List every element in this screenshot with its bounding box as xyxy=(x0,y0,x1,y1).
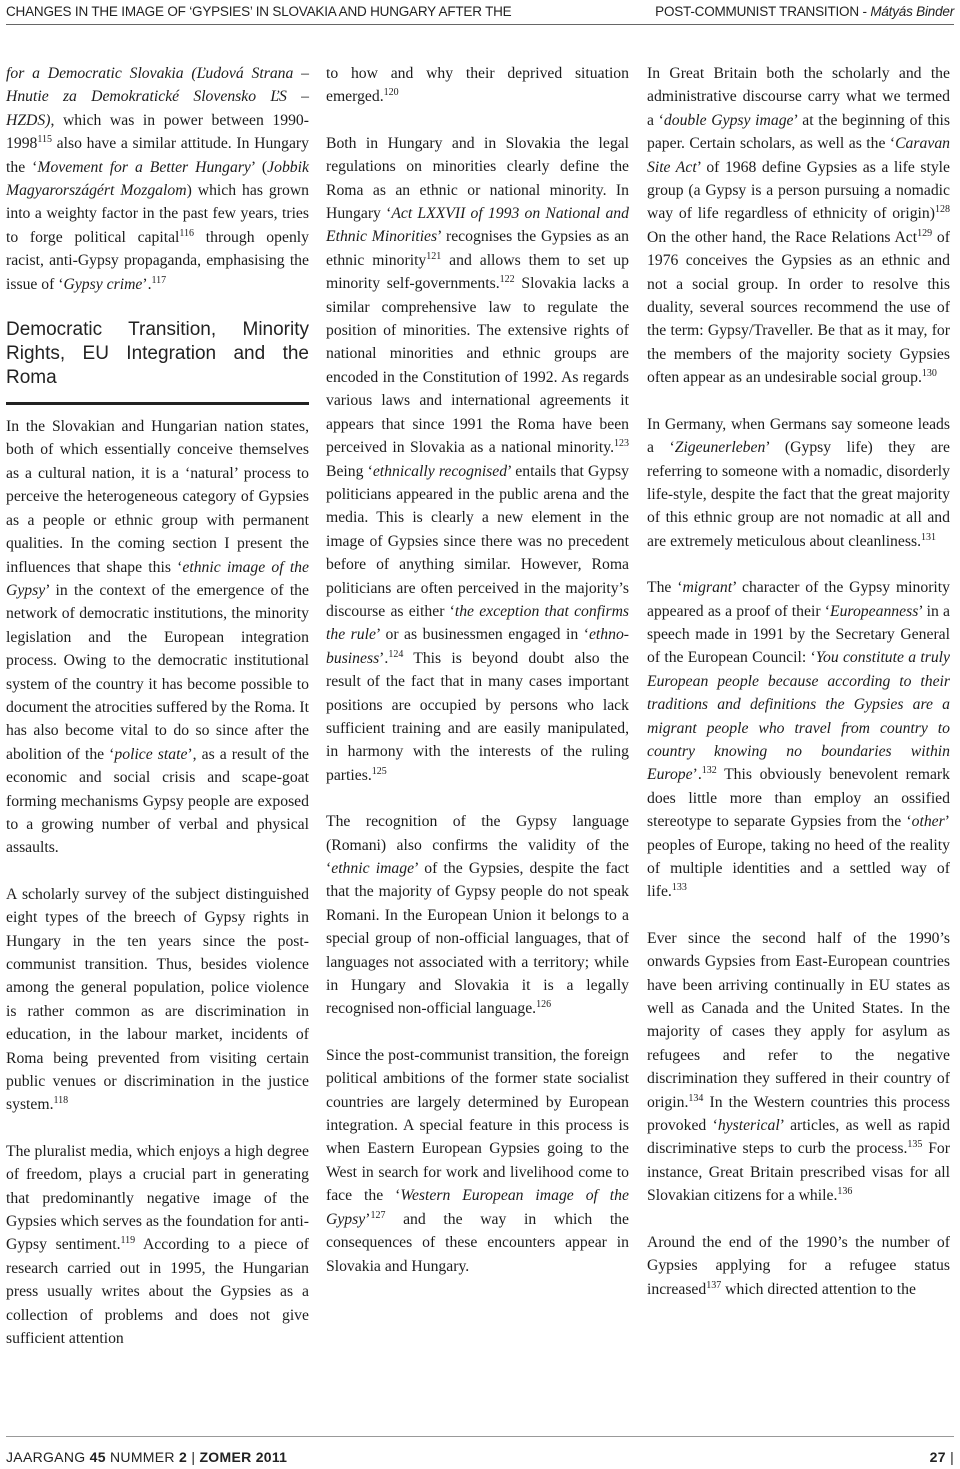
text: through openly racist, anti-Gypsy propaganda, emphasising the issue of ‘ xyxy=(6,228,309,293)
paragraph xyxy=(6,1140,309,1351)
italic-text: You constitute a truly European people because according to their traditions and definitions the Gypsies are a migrant people who travel from country to country knowing no boundaries within Europe xyxy=(647,649,950,784)
italic-text: Act LXXVII of 1993 on National and Ethnic Minorities xyxy=(326,205,629,246)
italic-text: Western European image of the Gypsy xyxy=(326,1187,629,1228)
footnote-ref: 133 xyxy=(671,882,687,894)
paragraph xyxy=(326,62,629,109)
volume-label: JAARGANG xyxy=(6,1449,86,1465)
text: ’ (Gypsy life) they are referring to someone with a nomadic, disorderly life-style, despite the fact that the great majority of this ethnic group are not nomadic at all and are extremely meticulous about cleanliness. xyxy=(647,439,950,550)
footnote-ref: 132 xyxy=(701,765,717,777)
text: Both in Hungary and in Slovakia the legal regulations on minorities clearly define the Roma as an ethnic or national minority. In Hungary ‘ xyxy=(326,134,629,223)
heading-line: Rights, EU Integration and the Roma xyxy=(6,343,309,389)
text: ’, as a result of the economic and social crisis and scape-goat forming mechanisms Gypsy people are exposed to a growing number of verbal and physical assaults. xyxy=(6,745,309,857)
text: A scholarly survey of the subject distinguished eight types of the breech of Gypsy rights in Hungary in the ten years since the post-communist transition. Thus, besides violence among the general population, police violence is rather common as are discrimination in education, in the labour market, incidents of Roma being prevented from visiting certain public venues or discrimination in the justice system. xyxy=(6,885,309,1114)
paragraph xyxy=(6,883,309,1117)
paragraph xyxy=(647,62,950,390)
italic-text: Caravan Site Act xyxy=(647,135,950,176)
footnote-ref: 131 xyxy=(921,531,936,543)
footnote-ref: 136 xyxy=(837,1186,853,1198)
footnote-ref: 134 xyxy=(688,1092,704,1104)
paragraph xyxy=(647,1231,950,1301)
text: ) which has grown into a weighty factor in the past few years, tries to forge political capital xyxy=(6,182,310,246)
text: Around the end of the 1990’s the number of Gypsies applying for a refugee status increased xyxy=(647,1233,950,1298)
paragraph xyxy=(647,927,950,1208)
issue-info xyxy=(6,1449,287,1465)
italic-text: Jobbik Magyarországért Mozgalom xyxy=(6,158,309,200)
text: ’. xyxy=(692,766,702,784)
text: The ‘ xyxy=(647,579,683,597)
italic-text: double Gypsy image xyxy=(663,111,794,129)
text: ’ ( xyxy=(250,158,268,176)
text: which directed attention to the xyxy=(721,1280,916,1298)
text: According to a piece of research carried out in 1995, the Hungarian press usually writes about the Gypsies as a collection of problems and does not give sufficient attention xyxy=(6,1236,310,1348)
text: In Great Britain both the scholarly and the administrative discourse carry what we termed a ‘ xyxy=(647,65,950,129)
italic-text: ethnic image of the Gypsy xyxy=(6,558,309,599)
section-heading xyxy=(6,318,309,390)
volume-number: 45 xyxy=(89,1449,106,1465)
running-footer xyxy=(6,1448,954,1466)
text: The pluralist media, which enjoys a high degree of freedom, plays a crucial part in generating that predominantly negative image of the Gypsies which serves as the foundation for anti-Gypsy sentiment. xyxy=(6,1142,309,1254)
footnote-ref: 137 xyxy=(706,1279,722,1291)
header-title: CHANGES IN THE IMAGE OF ‘GYPSIES’ IN SLOVAKIA AND HUNGARY AFTER THE xyxy=(6,3,512,19)
column-1 xyxy=(6,62,309,1351)
italic-text: Gypsy crime xyxy=(63,275,143,293)
italic-text: ethnic image xyxy=(331,860,415,877)
text: ’ at the beginning of this paper. Certain scholars, as well as the ‘ xyxy=(647,111,950,153)
paragraph xyxy=(326,132,629,787)
heading-divider xyxy=(6,402,309,405)
header-right xyxy=(655,4,954,19)
text: For instance, Great Britain prescribed visas for all Slovakian citizens for a while. xyxy=(647,1140,950,1205)
text: ’ recognises the Gypsies as an ethnic minority xyxy=(326,228,630,269)
text: On the other hand, the Race Relations Act xyxy=(647,228,918,246)
footnote-ref: 118 xyxy=(53,1095,69,1107)
italic-text: police state xyxy=(114,745,188,763)
separator: | xyxy=(950,1449,954,1465)
text: ’ of the Gypsies, despite the fact that the majority of Gypsy people do not speak Romani. In the European Union it belongs to a special group of non-official languages, that of languages not associated with a territory; while in Hungary and Slovakia it is a legally recognised non-official language. xyxy=(326,860,629,1018)
issue-label: NUMMER xyxy=(110,1449,175,1465)
text: Since the post-communist transition, the foreign political ambitions of the former state socialist countries are largely determined by European integration. A special feature in this process is when Eastern European Gypsies going to the West in search for work and livelihood come to face the ‘ xyxy=(326,1046,629,1205)
separator: | xyxy=(191,1449,196,1465)
text: Being ‘ xyxy=(326,462,373,480)
text: In the Western countries this process provoked ‘ xyxy=(647,1093,950,1135)
text: ’ articles, as well as rapid discriminative steps to curb the process. xyxy=(647,1117,950,1158)
footnote-ref: 124 xyxy=(388,648,404,660)
text: ’ in the context of the emergence of the network of democratic institutions, the minority legislation and the European integration process. Owing to the democratic institutional system of the country it has become possible to document the atrocities suffered by the Roma. It has also become vital to do so since after the abolition of the ‘ xyxy=(6,581,309,763)
italic-text: for a Democratic Slovakia (Ľudová Strana – Hnutie za Demokratické Slovensko ĽS – HZDS) xyxy=(6,65,309,129)
column-2 xyxy=(326,62,629,1278)
text: ’ character of the Gypsy minority appeared as a proof of their ‘ xyxy=(647,579,950,620)
footnote-ref: 122 xyxy=(499,274,515,286)
footnote-ref: 120 xyxy=(383,87,399,99)
text: This obviously benevolent remark does little more than employ an ossified stereotype to separate Gypsies from the ‘ xyxy=(647,766,950,831)
running-header xyxy=(6,0,954,22)
text: In the Slovakian and Hungarian nation states, both of which essentially conceive themselves as a cultural nation, it is a ‘natural’ process to perceive the heterogeneous category of Gypsies as a people or ethnic group with permanent qualities. In the coming section I present the influences that shape this ‘ xyxy=(6,418,309,576)
footnote-ref: 125 xyxy=(371,765,387,777)
text: ’. xyxy=(379,649,389,667)
paragraph xyxy=(326,1044,629,1278)
paragraph xyxy=(326,810,629,1021)
footnote-ref: 130 xyxy=(921,368,937,380)
footnote-ref: 123 xyxy=(614,438,629,450)
text: ’ or as businessmen engaged in ‘ xyxy=(375,626,589,644)
text: ’. xyxy=(142,275,152,293)
text: and allows them to set up minority self-governments. xyxy=(326,251,629,293)
text: ’ peoples of Europe, taking no heed of the reality of multiple identities and a settled way of life. xyxy=(647,813,950,901)
text: ’ in a speech made in 1991 by the Secretary General of the European Council: ‘ xyxy=(647,602,950,667)
text: and the way in which the consequences of these encounters appear in Slovakia and Hungary. xyxy=(326,1210,629,1275)
text: In Germany, when Germans say someone leads a ‘ xyxy=(647,415,950,457)
italic-text: ethnically recognised xyxy=(372,462,508,480)
footnote-ref: 115 xyxy=(37,134,53,146)
text: ’ of 1968 define Gypsies as a life style group (a Gypsy is a person pursuing a nomadic way of life regardless of ethnicity of origin) xyxy=(647,158,950,223)
footnote-ref: 117 xyxy=(151,274,167,286)
italic-text: hysterical xyxy=(717,1117,780,1135)
paragraph xyxy=(647,413,950,553)
footnote-ref: 121 xyxy=(426,250,442,262)
italic-text: Europeanness xyxy=(830,602,919,620)
italic-text: the exception that confirms the rule xyxy=(326,602,629,644)
italic-text: migrant xyxy=(682,579,733,597)
paragraph xyxy=(6,415,309,860)
text: The recognition of the Gypsy language (Romani) also confirms the validity of the ‘ xyxy=(326,813,629,877)
paragraph xyxy=(647,576,950,904)
text: Slovakia lacks a similar comprehensive law to regulate the position of minorities. The extensive rights of national minorities and ethnic groups are encoded in the Constitution of 1992. As regards various laws and international agreements it appears that since 1991 the Roma have been perceived in Slovakia as a national minority. xyxy=(326,275,629,457)
footnote-ref: 127 xyxy=(370,1209,386,1221)
italic-text: Zigeunerleben xyxy=(674,439,766,457)
text: This is beyond doubt also the result of the fact that in many cases important positions are occupied by persons who lack sufficient training and are easily manipulated, in harmony with the interests of the ruling parties. xyxy=(326,649,629,784)
page-number-wrap xyxy=(930,1449,954,1465)
text: also have a similar attitude. In Hungary the ‘ xyxy=(6,135,309,176)
text: Ever since the second half of the 1990’s onwards Gypsies from East-European countries have been arriving continually in EU states as well as Canada and the United States. In the majority of cases they apply for asylum as refugees and refer to the negative discrimination they suffered in their country of origin. xyxy=(647,929,950,1111)
footnote-ref: 128 xyxy=(935,204,950,216)
heading-line: Democratic Transition, Minority xyxy=(6,319,309,341)
paragraph xyxy=(6,62,309,296)
text: to how and why their deprived situation emerged. xyxy=(326,65,629,106)
italic-text: ethno-business xyxy=(326,626,630,667)
italic-text: Movement for a Better Hungary xyxy=(37,158,251,176)
text: of 1976 conceives the Gypsies as an ethnic and not a social group. In order to resolve this duality, several sources recommend the use of the term: Gypsy/Traveller. Be that as it may, for the members of the majority society Gypsies often appear as an undesirable social group. xyxy=(647,228,950,387)
issue-season: ZOMER 2011 xyxy=(199,1449,288,1465)
page-number: 27 xyxy=(929,1449,946,1465)
header-author: Mátyás Binder xyxy=(870,3,954,19)
footnote-ref: 135 xyxy=(907,1139,923,1151)
text: ’ entails that Gypsy politicians appeared in the public arena and the media. This is clearly a new element in the image of Gypsies since there was no precedent before of anything similar. However, Roma politicians are often perceived in the majority’s discourse as either ‘ xyxy=(326,462,630,620)
footnote-ref: 129 xyxy=(917,227,933,239)
footnote-ref: 126 xyxy=(536,999,552,1011)
italic-text: other xyxy=(911,813,945,831)
issue-number: 2 xyxy=(179,1449,188,1465)
footer-divider xyxy=(6,1436,954,1437)
text: , which was in power between 1990-1998 xyxy=(6,111,309,153)
header-title-cont: POST-COMMUNIST TRANSITION - xyxy=(655,3,867,19)
header-divider xyxy=(6,24,954,25)
column-3 xyxy=(647,62,950,1301)
footnote-ref: 116 xyxy=(179,227,195,239)
footnote-ref: 119 xyxy=(120,1235,136,1247)
text: ’ xyxy=(365,1210,371,1228)
